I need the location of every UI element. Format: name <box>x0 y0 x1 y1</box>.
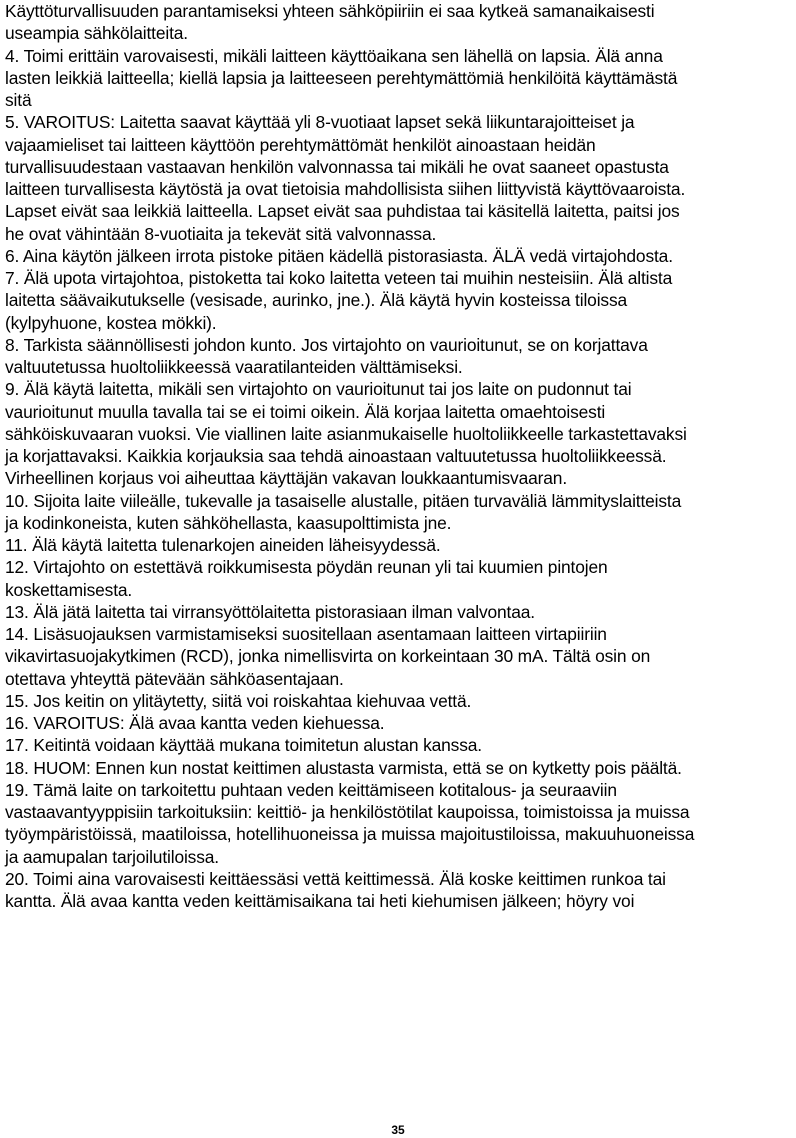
text-line: useampia sähkölaitteita. <box>5 23 188 44</box>
text-line: sähköiskuvaaran vuoksi. Vie viallinen laite asianmukaiselle huoltoliikkeelle tarkastettavaksi <box>5 423 687 444</box>
text-line: kantta. Älä avaa kantta veden keittämisaikana tai heti kiehumisen jälkeen; höyry voi <box>5 891 635 911</box>
text-line: Käyttöturvallisuuden parantamiseksi yhteen sähköpiiriin ei saa kytkeä samanaikaisesti <box>5 1 655 21</box>
text-line: 14. Lisäsuojauksen varmistamiseksi suositellaan asentamaan laitteen virtapiiriin <box>5 624 607 644</box>
text-line: vaurioitunut muulla tavalla tai se ei toimi oikein. Älä korjaa laitetta omaehtoisesti <box>5 401 606 422</box>
text-line: he ovat vähintään 8-vuotiaita ja tekevät sitä valvonnassa. <box>5 223 437 244</box>
text-line: ja aamupalan tarjoilutiloissa. <box>5 846 219 867</box>
text-line: Virheellinen korjaus voi aiheuttaa käyttäjän vakavan loukkaantumisvaaran. <box>5 468 567 489</box>
text-line: 17. Keitintä voidaan käyttää mukana toimitetun alustan kanssa. <box>5 735 482 756</box>
text-line: laitteen turvallisesta käytöstä ja ovat tietoisia mahdollisista siihen liittyvistä käyttövaaroista. <box>5 179 686 199</box>
text-line: ja korjattavaksi. Kaikkia korjauksia saa tehdä ainoastaan valtuutetussa huoltoliikkeessä. <box>5 446 667 466</box>
text-line: vikavirtasuojakytkimen (RCD), jonka nimellisvirta on korkeintaan 30 mA. Tältä osin on <box>5 646 651 667</box>
text-line: 13. Älä jätä laitetta tai virransyöttölaitetta pistorasiaan ilman valvontaa. <box>5 601 535 622</box>
text-line: otettava yhteyttä pätevään sähköasentajaan. <box>5 668 344 689</box>
text-line: 19. Tämä laite on tarkoitettu puhtaan veden keittämiseen kotitalous- ja seuraaviin <box>5 779 617 800</box>
text-line <box>5 912 795 934</box>
text-line: vajaamieliset tai laitteen käyttöön perehtymättömät henkilöt ainoastaan heidän <box>5 134 596 155</box>
manual-text-block <box>5 0 795 935</box>
text-line: 20. Toimi aina varovaisesti keittäessäsi vettä keittimessä. Älä koske keittimen runkoa tai <box>5 868 666 889</box>
text-line: koskettamisesta. <box>5 579 133 600</box>
text-line: laitetta säävaikutukselle (vesisade, aurinko, jne.). Älä käytä hyvin kosteissa tiloissa <box>5 290 628 311</box>
text-line: 6. Aina käytön jälkeen irrota pistoke pitäen kädellä pistorasiasta. ÄLÄ vedä virtajohdosta. <box>5 245 673 266</box>
text-line: 9. Älä käytä laitetta, mikäli sen virtajohto on vaurioitunut tai jos laite on pudonnut tai <box>5 379 632 400</box>
text-line: työympäristöissä, maatiloissa, hotellihuoneissa ja muissa majoitustiloissa, makuuhuoneissa <box>5 824 695 845</box>
text-line: ja kodinkoneista, kuten sähköhellasta, kaasupolttimista jne. <box>5 512 452 533</box>
text-line: 15. Jos keitin on ylitäytetty, siitä voi roiskahtaa kiehuvaa vettä. <box>5 690 472 711</box>
text-line: vastaavantyyppisiin tarkoituksiin: keittiö- ja henkilöstötilat kaupoissa, toimistoissa ja muissa <box>5 802 690 822</box>
text-line: (kylpyhuone, kostea mökki). <box>5 312 217 333</box>
text-line: lasten leikkiä laitteella; kiellä lapsia ja laitteeseen perehtymättömiä henkilöitä käyttämästä <box>5 67 678 88</box>
text-line: 8. Tarkista säännöllisesti johdon kunto. Jos virtajohto on vaurioitunut, se on korjattava <box>5 334 648 355</box>
text-line: 16. VAROITUS: Älä avaa kantta veden kiehuessa. <box>5 713 385 733</box>
text-line: valtuutetussa huoltoliikkeessä vaaratilanteiden välttämiseksi. <box>5 357 463 377</box>
text-line: turvallisuudestaan vastaavan henkilön valvonnassa tai mikäli he ovat saaneet opastusta <box>5 156 669 177</box>
text-line: 4. Toimi erittäin varovaisesti, mikäli laitteen käyttöaikana sen lähellä on lapsia. Älä anna <box>5 45 663 66</box>
text-line: 7. Älä upota virtajohtoa, pistoketta tai koko laitetta veteen tai muihin nesteisiin. Älä altista <box>5 268 673 288</box>
page-number: 35 <box>391 1123 405 1137</box>
text-line: sitä <box>5 90 32 110</box>
text-line: 5. VAROITUS: Laitetta saavat käyttää yli 8-vuotiaat lapset sekä liikuntarajoitteiset ja <box>5 112 635 133</box>
text-line: Lapset eivät saa leikkiä laitteella. Lapset eivät saa puhdistaa tai käsitellä laitetta, paitsi jos <box>5 201 680 222</box>
text-line: 10. Sijoita laite viileälle, tukevalle ja tasaiselle alustalle, pitäen turvaväliä lämmityslaitteista <box>5 490 682 511</box>
text-line: 12. Virtajohto on estettävä roikkumisesta pöydän reunan yli tai kuumien pintojen <box>5 557 608 578</box>
text-line: 18. HUOM: Ennen kun nostat keittimen alustasta varmista, että se on kytketty pois päältä. <box>5 757 682 778</box>
text-line: 11. Älä käytä laitetta tulenarkojen aineiden läheisyydessä. <box>5 535 441 555</box>
